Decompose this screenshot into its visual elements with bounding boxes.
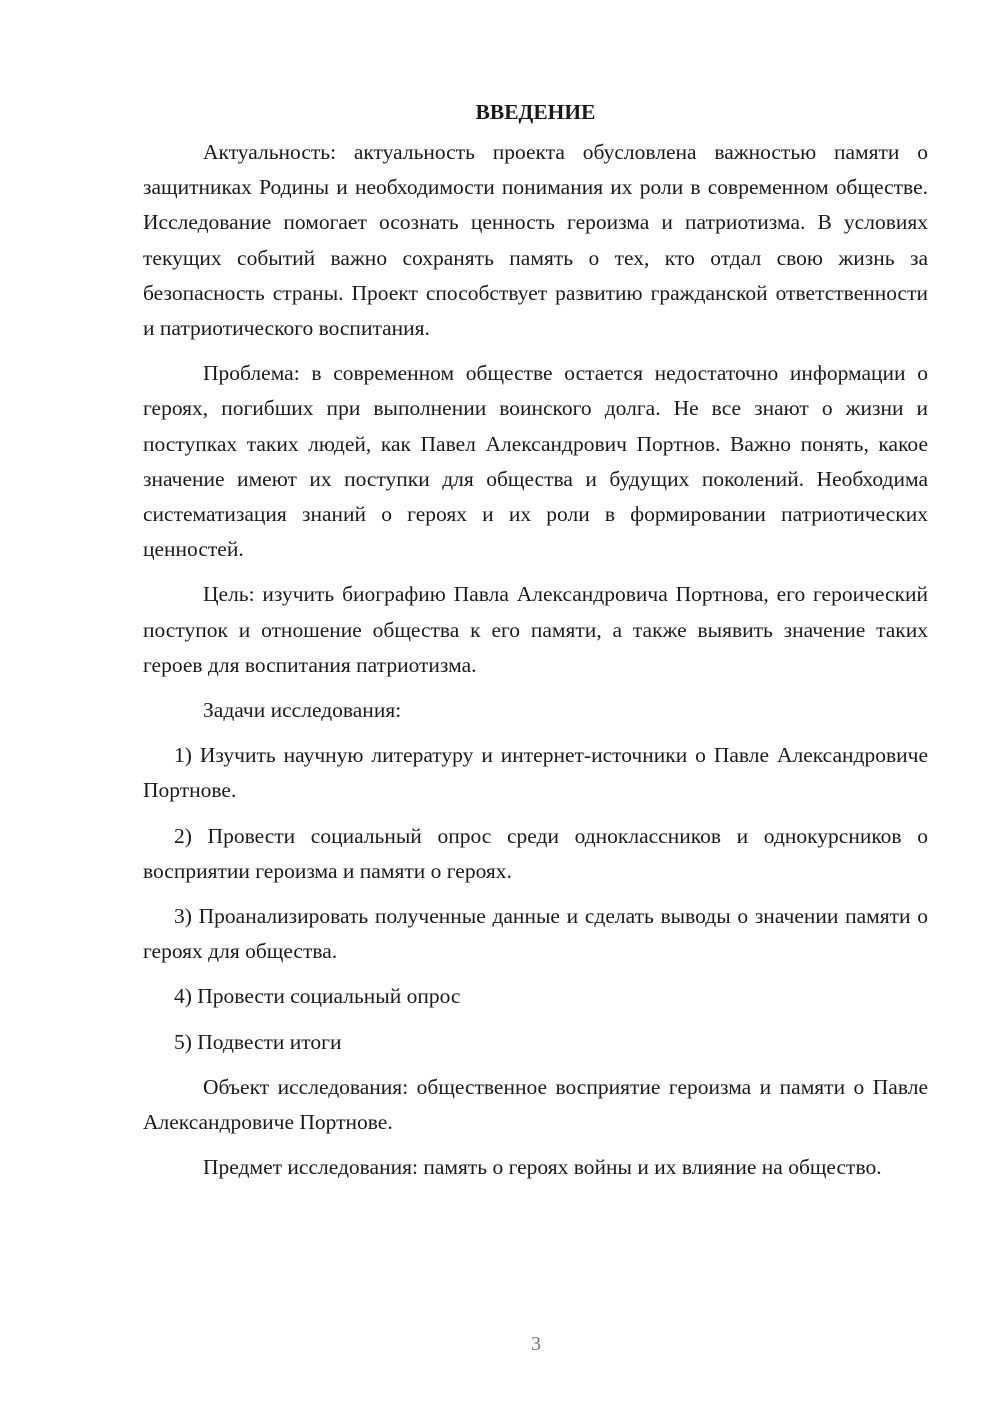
task-item-2: 2) Провести социальный опрос среди одноклассников и однокурсников о восприятии героизма и памяти о героях. — [143, 823, 928, 883]
goal-paragraph: Цель: изучить биографию Павла Александровича Портнова, его героический поступок и отношение общества к его памяти, а также выявить значение таких героев для воспитания патриотизма. — [143, 582, 928, 677]
problem-paragraph: Проблема: в современном обществе остается недостаточно информации о героях, погибших при выполнении воинского долга. Не все знают о жизни и поступках таких людей, как Павел Александрович Портнов. Важно понять, какое значение имеют их поступки для общества и будущих поколений. Необходима систематизация знаний о героях и их роли в формировании патриотических ценностей. — [143, 361, 928, 562]
task-item-4: 4) Провести социальный опрос — [174, 984, 461, 1009]
tasks-heading: Задачи исследования: — [203, 698, 402, 723]
task-item-1: 1) Изучить научную литературу и интернет-источники о Павле Александровиче Портнове. — [143, 743, 928, 803]
document-page — [143, 96, 928, 1195]
subject-paragraph: Предмет исследования: память о героях войны и их влияние на общество. — [203, 1155, 882, 1180]
task-item-5: 5) Подвести итоги — [174, 1029, 342, 1054]
task-item-3: 3) Проанализировать полученные данные и сделать выводы о значении памяти о героях для общества. — [143, 904, 928, 964]
page-number: 3 — [531, 1333, 541, 1355]
section-title: ВВЕДЕНИЕ — [475, 100, 596, 124]
relevance-paragraph: Актуальность: актуальность проекта обусловлена важностью памяти о защитниках Родины и необходимости понимания их роли в современном обществе. Исследование помогает осознать ценность героизма и патриотизма. В условиях текущих событий важно сохранять память о тех, кто отдал свою жизнь за безопасность страны. Проект способствует развитию гражданской ответственности и патриотического воспитания. — [143, 140, 928, 341]
object-paragraph: Объект исследования: общественное восприятие героизма и памяти о Павле Александровиче Портнове. — [143, 1074, 928, 1135]
